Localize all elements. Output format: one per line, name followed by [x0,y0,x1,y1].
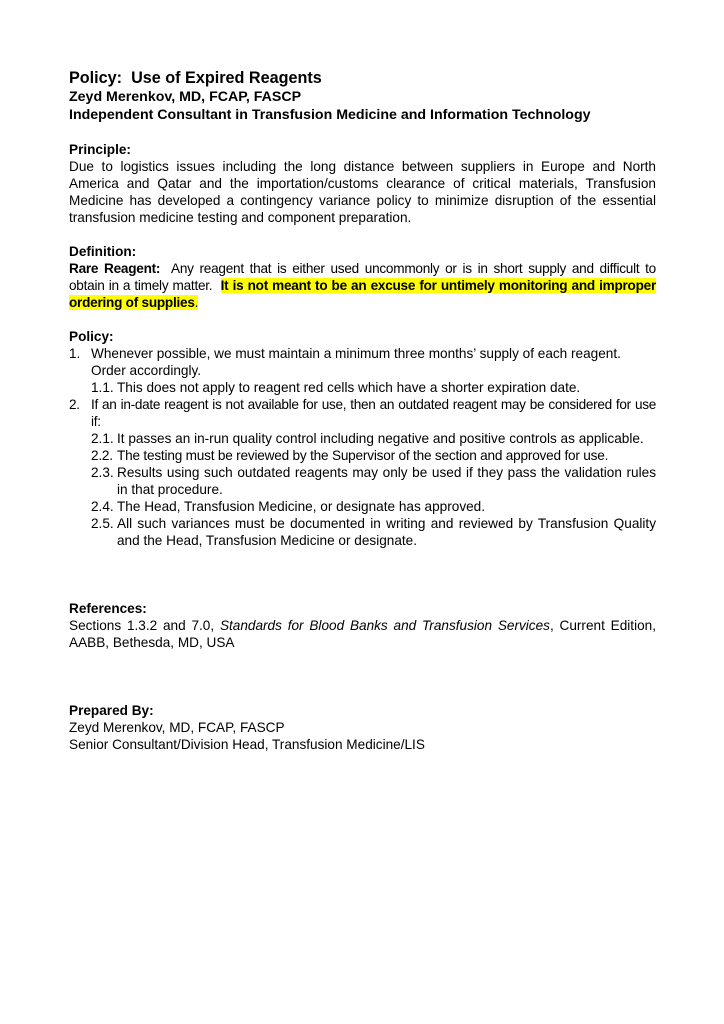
policy-subitem-2-2 [69,447,656,464]
policy-subitem-text: The testing must be reviewed by the Supervisor of the section and approved for use. [117,448,609,463]
policy-subitem-2-3 [69,464,656,498]
author-affiliation: Independent Consultant in Transfusion Medicine and Information Technology [69,107,591,123]
policy-subitem-number: 2.5. [91,516,114,531]
prepared-by-heading: Prepared By: [69,703,154,718]
prepared-by-section [69,702,656,753]
preparer-role: Senior Consultant/Division Head, Transfusion Medicine/LIS [69,737,425,752]
definition-section [69,243,660,311]
policy-section [69,328,656,549]
policy-item-1 [69,345,656,379]
references-body [69,617,656,651]
policy-item-2 [69,396,656,430]
references-section [69,600,656,651]
policy-item-text: Whenever possible, we must maintain a minimum three months’ supply of each reagent. Order accordingly. [91,346,621,378]
policy-subitem-number: 2.4. [91,499,114,514]
policy-item-number: 2. [69,397,80,412]
definition-body [69,260,660,311]
reference-title: Standards for Blood Banks and Transfusion Services [219,618,550,633]
preparer-name: Zeyd Merenkov, MD, FCAP, FASCP [69,720,285,735]
policy-subitem-text: It passes an in-run quality control including negative and positive controls as applicable. [117,431,644,446]
references-heading: References: [69,601,147,616]
policy-subitem-1-1 [69,379,656,396]
policy-subitem-number: 2.2. [91,448,113,463]
policy-subitem-2-1 [69,430,656,447]
policy-subitem-text: The Head, Transfusion Medicine, or designate has approved. [117,499,486,514]
author-name: Zeyd Merenkov, MD, FCAP, FASCP [69,89,302,105]
policy-subitem-number: 2.1. [91,431,114,446]
policy-subitem-text: All such variances must be documented in writing and reviewed by Transfusion Quality and the Head, Transfusion Medicine or designate. [117,516,656,548]
definition-text: Any reagent that is either used uncommonly or is in short supply and difficult to obtain in a timely matter. [69,261,660,293]
principle-section [69,141,656,226]
policy-subitem-number: 1.1. [91,380,114,395]
policy-heading: Policy: [69,329,114,344]
principle-body: Due to logistics issues including the long distance between suppliers in Europe and North America and Qatar and the importation/customs clearance of critical materials, Transfusion Medicine has developed a contingency variance policy to minimize disruption of the essential transfusion medicine testing and component preparation. [69,159,656,225]
reference-prefix: Sections 1.3.2 and 7.0, [69,618,220,633]
document-header [69,68,656,124]
policy-subitem-2-4 [69,498,656,515]
policy-subitem-2-5 [69,515,656,549]
definition-term: Rare Reagent: [69,261,161,276]
reference-suffix: , Current Edition, AABB, Bethesda, MD, USA [69,618,656,650]
policy-item-number: 1. [69,346,81,361]
document-title: Policy: Use of Expired Reagents [69,69,322,87]
principle-heading: Principle: [69,142,131,157]
highlighted-warning: It is not meant to be an excuse for untimely monitoring and improper ordering of supplies [69,278,657,310]
policy-list [69,345,656,549]
policy-item-text: If an in-date reagent is not available for use, then an outdated reagent may be considered for use if: [91,397,656,429]
policy-subitem-text: This does not apply to reagent red cells which have a shorter expiration date. [117,380,581,395]
policy-subitem-text: Results using such outdated reagents may only be used if they pass the validation rules in that procedure. [117,465,656,497]
document-page [69,68,660,753]
policy-subitem-number: 2.3. [91,465,114,480]
definition-heading: Definition: [69,244,137,259]
highlighted-period: . [194,295,199,310]
